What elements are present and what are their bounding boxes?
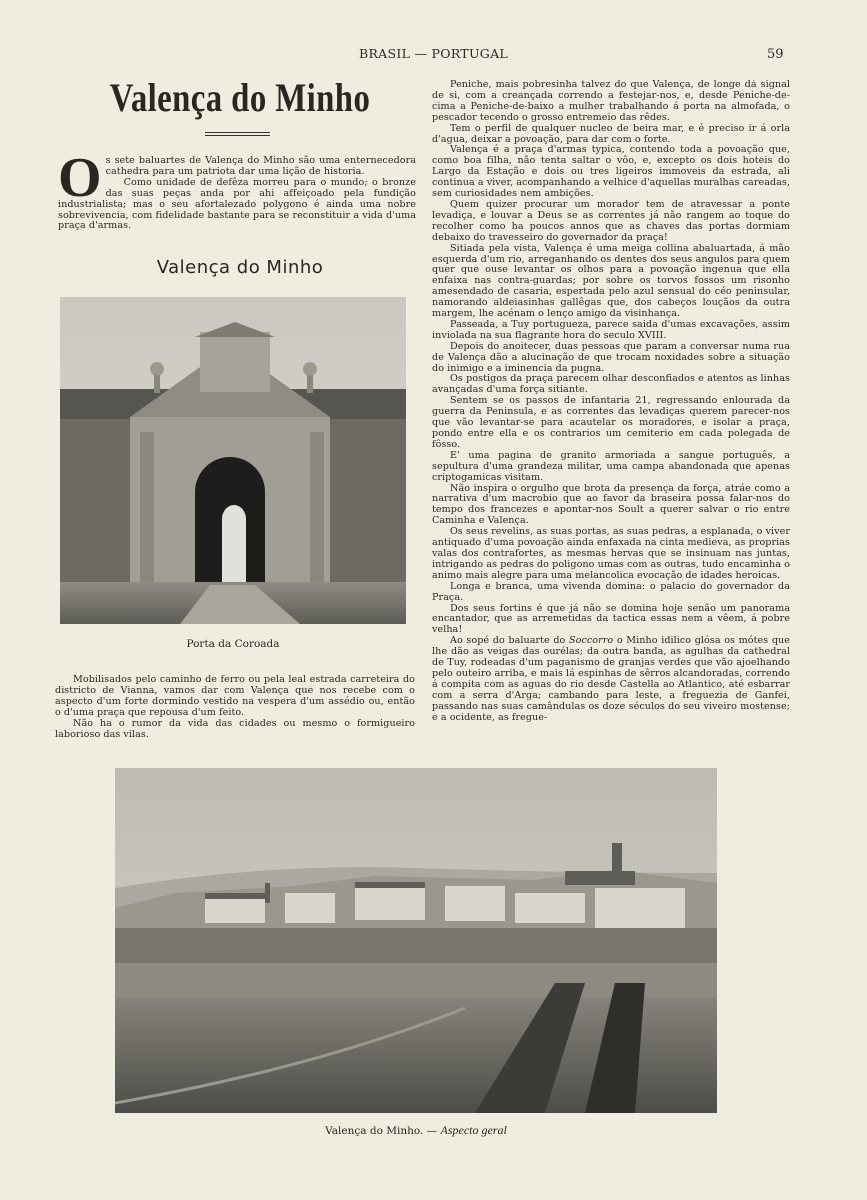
right-column-text xyxy=(432,80,790,748)
page-number: 59 xyxy=(767,47,784,62)
paragraph: Os seus revelins, as suas portas, as suas pedras, a esplanada, o viver antiquado d'uma povoação ainda enfaxada na cinta medieva, as proprias valas dos contrafortes, as mesmas hervas que se insinuam nas juntas, intrigando as pedras do poligono umas com as outras, tudo encaminha o animo mais alegre para uma melancolica evocação de idades heroicas. xyxy=(432,526,790,581)
caption-main: Valença do Minho. — xyxy=(325,1125,441,1137)
paragraph: Sentem se os passos de infantaria 21, regressando enlourada da guerra da Peninsula, e as correntes das levadiças querem parecer-nos que vão levantar-se para acautelar os moradores, e isolar a praça, pondo entre ella e os contrarios um cemiterio em cada polegada de fôsso. xyxy=(432,395,790,450)
paragraph: Mobilisados pelo caminho de ferro ou pela leal estrada carreteira do districto de Vianna, vamos dar com Valença que nos recebe com o aspecto d'um forte dormindo vestido na vespera d'um assédio ou, então o d'uma praça que repousa d'um feito. xyxy=(55,674,415,718)
paragraph: Passeada, a Tuy portugueza, parece saida d'umas excavações, assim inviolada na sua flagrante hora do seculo XVIII. xyxy=(432,318,790,341)
paragraph xyxy=(432,636,790,723)
left-column-text xyxy=(55,675,415,740)
paragraph: Não inspira o orgulho que brota da presença da força, atráe como a narrativa d'um macrobio que ao favor da braseira possa falar-nos do tempo dos francezes e apontar-nos Soult a querer salvar o rio entre Caminha e Valença. xyxy=(432,482,790,527)
paragraph: Não ha o rumor da vida das cidades ou mesmo o formigueiro laborioso das vilas. xyxy=(55,717,415,740)
paragraph-text: Ao sopé do baluarte do xyxy=(450,635,570,647)
paragraph: Quem quizer procurar um morador tem de atravessar a ponte levadiça, e louvar a Deus se as correntes já não rangem ao toque do recolher como ha poucos annos que as chaves das portas dormiam debaixo do travesseiro do governador da praça! xyxy=(432,198,790,243)
paragraph: Tem o perfil de qualquer nucleo de beira mar, e é preciso ir á orla d'agua, deixar a povoação, para dar com o forte. xyxy=(432,122,790,145)
photo-aspecto-geral xyxy=(115,768,717,1113)
section-subtitle: Valença do Minho xyxy=(156,257,324,278)
italic-place-name: Soccorro xyxy=(569,635,614,647)
title-divider xyxy=(205,132,270,136)
caption-italic: Aspecto geral xyxy=(440,1123,507,1137)
article-title: Valença do Minho xyxy=(109,75,371,120)
paragraph: Depois do anoitecer, duas pessoas que param a conversar numa rua de Valença dão a alucinação de que trocam noxidades sobre a situação do inimigo e a iminencia da pugna. xyxy=(432,340,790,374)
photo-porta-da-coroada xyxy=(60,297,406,624)
paragraph: E' uma pagina de granito armoriada a sangue português, a sepultura d'uma grandeza militar, uma campa abandonada que apenas criptogamicas visitam. xyxy=(432,449,790,483)
paragraph: Os postigos da praça parecem olhar desconfiados e atentos as linhas avançadas d'uma força sitiante. xyxy=(432,373,790,396)
paragraph: Longa e branca, uma vivenda domina: o palacio do governador da Praça. xyxy=(432,580,790,603)
running-head: BRASIL — PORTUGAL xyxy=(358,46,508,61)
paragraph: Dos seus fortins é que já não se domina hoje senão um panorama encantador, que as arremetidas da tactica essas nem a vêem, á pobre velha! xyxy=(432,602,790,636)
photo-caption xyxy=(115,1123,717,1138)
paragraph: Sitiada pela vista, Valença é uma meiga collina abaluartada, á mão esquerda d'um rio, arreganhando os dentes dos seus angulos para quem quer que ouse levantar os olhos para a povoação ingenua que ella enfaixa nas contra-guardas; por sobre os torvos fossos um risonho amesendado de casaria, espertada pelo azul sensual do céo peninsular, namorando aldeiasinhas gallêgas que, dos cabeços louçãos da outra margem, lhe acénam o lenço amigo da visinhança. xyxy=(432,242,790,320)
paragraph-text: o Minho idilico glósa os mótes que lhe dão as veigas das ourélas; da outra banda, as agulhas da cathedral de Tuy, rodeadas d'um paganismo de granjas verdes que vão ajoelhando pelo outeiro arriba, e mais lá espinhas de sêrros alcandoradas, correndo á compita com as aguas do rio desde Castella ao Atlantico, até esbarrar com a serra d'Arga; cambando para leste, a freguezia de Ganfei, passando nas suas camândulas os doze séculos do seu viveiro mostense; e a ocidente, as fregue- xyxy=(432,635,790,723)
drop-cap: O xyxy=(58,147,102,209)
intro-paragraph: Como unidade de defêza morreu para o mundo; o bronze das suas peças anda por ahi affeiçoado pela fundição industrialista; mas o seu afortalezado polygono é ainda uma nobre sobrevivencia, com fidelidade bastante para se reconstituir a vida d'uma praça d'armas. xyxy=(58,176,416,232)
photo-caption: Porta da Coroada xyxy=(186,638,280,650)
paragraph: Valença é a praça d'armas typica, contendo toda a povoação que, como boa filha, não tenta saltar o vôo, e, excepto os dois hoteis do Largo da Estação e dois ou tres ligeiros immoveis da estrada, ali continua a viver, acompanhando a velhice d'aquellas muralhas careadas, sem curiosidades nem ambições. xyxy=(432,144,790,200)
intro-paragraph: s sete baluartes de Valença do Minho são uma enternecedora cathedra para um patriota dar uma lição de historia. xyxy=(105,155,416,177)
paragraph: Peniche, mais pobresinha talvez do que Valença, de longe dá signal de si, com a creançada correndo a festejar-nos, e, desde Peniche-de-cima a Peniche-de-baixo a mulher trabalhando á porta na almofada, o pescador tecendo o grosso entremeio das rêdes. xyxy=(432,80,790,123)
intro-text xyxy=(58,147,416,232)
